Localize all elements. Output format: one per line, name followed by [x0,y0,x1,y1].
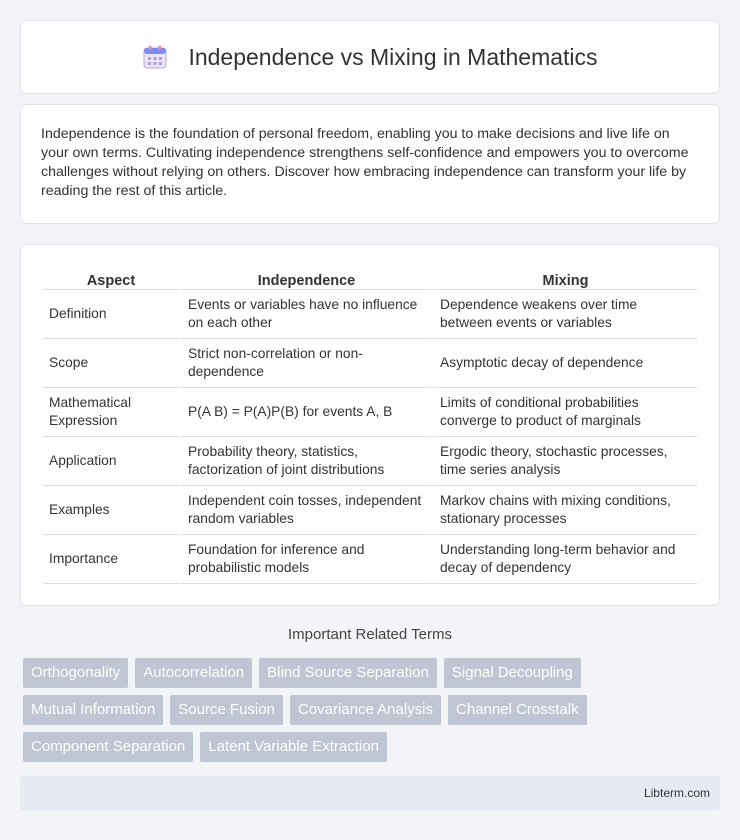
related-term-tag[interactable]: Channel Crosstalk [448,695,587,725]
header-mixing: Mixing [431,265,697,290]
header-independence: Independence [179,265,431,290]
row-independence: P(A B) = P(A)P(B) for events A, B [179,388,431,437]
row-aspect: Definition [43,290,179,339]
table-header-row [43,265,697,290]
row-independence: Independent coin tosses, independent random variables [179,486,431,535]
row-independence: Foundation for inference and probabilistic models [179,535,431,584]
related-terms-list [23,658,723,769]
related-term-tag[interactable]: Source Fusion [170,695,283,725]
related-term-tag[interactable]: Signal Decoupling [444,658,581,688]
related-term-tag[interactable]: Component Separation [23,732,193,762]
row-mixing: Understanding long-term behavior and decay of dependency [431,535,697,584]
related-term-tag[interactable]: Mutual Information [23,695,163,725]
row-aspect: Importance [43,535,179,584]
table-row [43,437,697,486]
row-aspect: Mathematical Expression [43,388,179,437]
calendar-icon [142,44,168,70]
table-row [43,388,697,437]
footer [20,776,720,810]
row-mixing: Limits of conditional probabilities converge to product of marginals [431,388,697,437]
table-row [43,486,697,535]
row-aspect: Application [43,437,179,486]
page-title: Independence vs Mixing in Mathematics [188,43,598,70]
table-row [43,535,697,584]
row-independence: Strict non-correlation or non-dependence [179,339,431,388]
related-term-tag[interactable]: Latent Variable Extraction [200,732,387,762]
related-term-tag[interactable]: Orthogonality [23,658,128,688]
related-term-tag[interactable]: Autocorrelation [135,658,252,688]
comparison-card [20,244,720,606]
table-row [43,290,697,339]
intro-text: Independence is the foundation of personal freedom, enabling you to make decisions and live life on your own terms. Cultivating independence strengthens self-confidence and empowers you to overcome challenges without relying on others. Discover how embracing independence can transform your life by reading the rest of this article. [41,126,689,199]
row-aspect: Examples [43,486,179,535]
footer-site-link[interactable]: Libterm.com [643,786,710,800]
row-independence: Events or variables have no influence on each other [179,290,431,339]
comparison-table [43,265,697,584]
header-aspect: Aspect [43,265,179,290]
related-term-tag[interactable]: Blind Source Separation [259,658,437,688]
row-mixing: Asymptotic decay of dependence [431,339,697,388]
row-mixing: Dependence weakens over time between events or variables [431,290,697,339]
related-terms-title: Important Related Terms [288,626,452,643]
row-aspect: Scope [43,339,179,388]
related-term-tag[interactable]: Covariance Analysis [290,695,441,725]
row-independence: Probability theory, statistics, factorization of joint distributions [179,437,431,486]
intro-card [20,104,720,224]
title-card [20,20,720,94]
table-row [43,339,697,388]
row-mixing: Markov chains with mixing conditions, stationary processes [431,486,697,535]
row-mixing: Ergodic theory, stochastic processes, time series analysis [431,437,697,486]
